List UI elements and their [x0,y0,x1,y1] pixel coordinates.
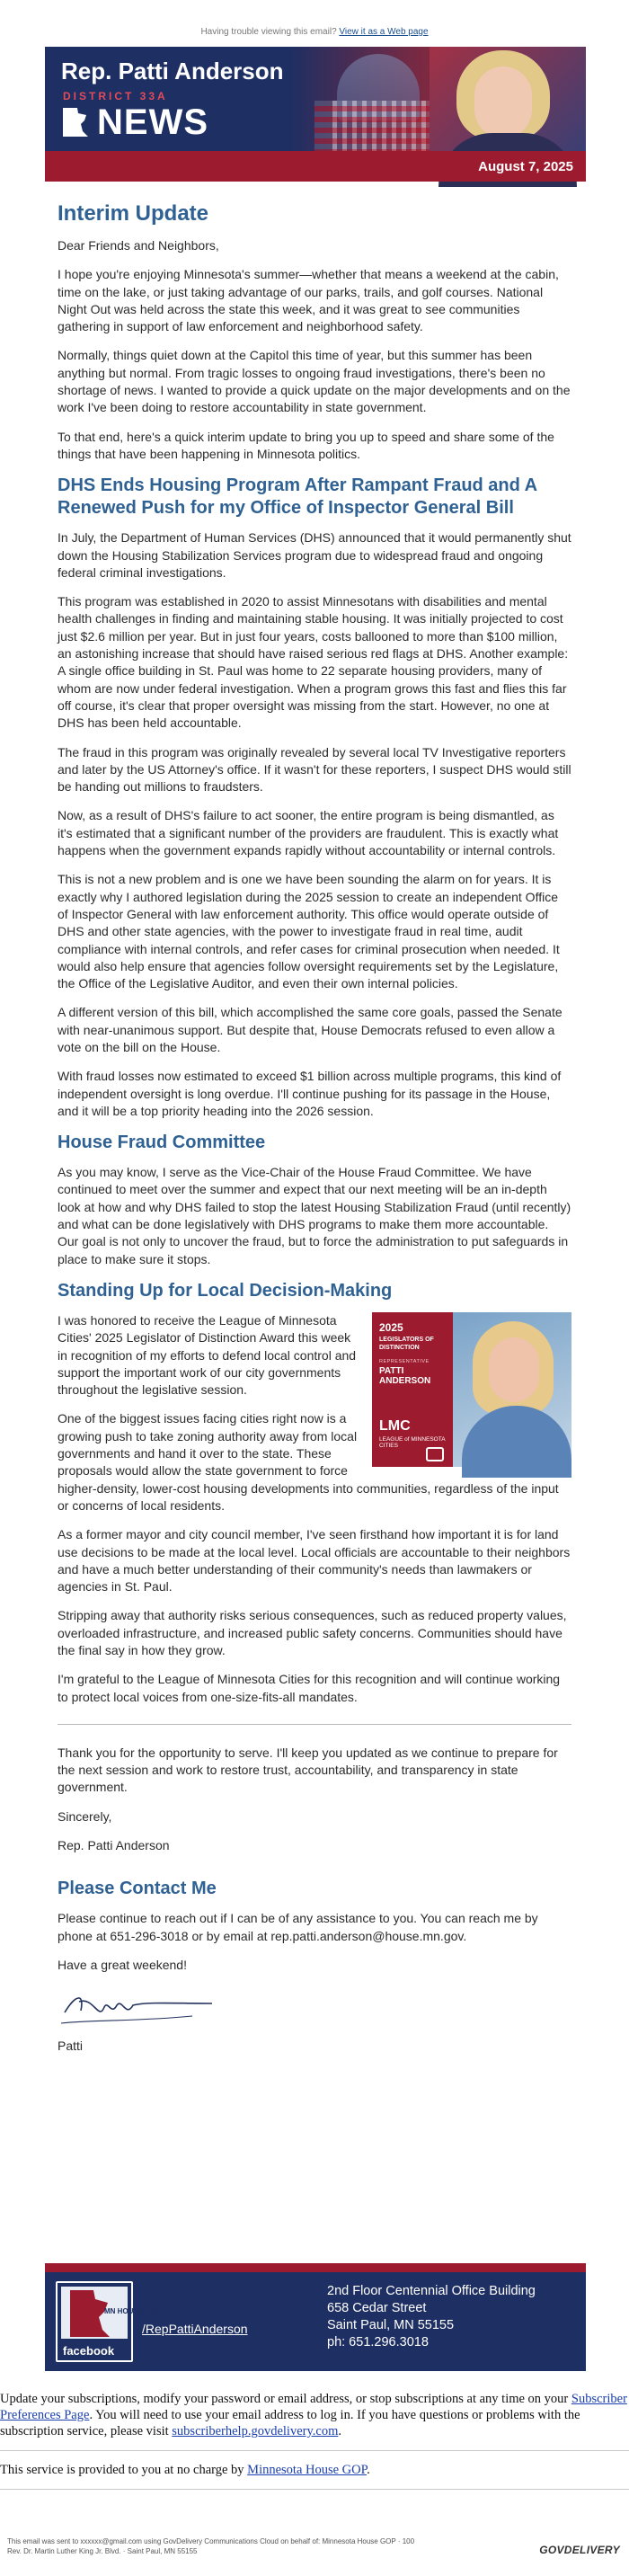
signature-image [58,1985,219,2032]
award-image [372,1312,571,1467]
section-heading-contact: Please Contact Me [58,1879,217,1899]
address-line: 658 Cedar Street [327,2301,427,2315]
legal-footer [7,2536,546,2556]
intro-paragraph: I hope you're enjoying Minnesota's summer—whether that means a weekend at the cabin, time on the lake, or just taking advantage of our parks, trails, and golf courses. National Night Out was held across the state this week, and it was great to see communities gathering in support of law enforcement and neighborhood safety. [58,267,559,334]
service-line [0,2462,629,2478]
logo-mn-house: MN HOUSE GOP [104,2307,162,2315]
email-body [58,201,571,2067]
local-paragraph: Stripping away that authority risks serious consequences, such as reduced property values, overloaded infrastructure, and increased public safety concerns. Communities should have the final say in how they grow. [58,1608,567,1657]
service-text: This service is provided to you at no charge by [0,2463,244,2477]
dhs-paragraph: Now, as a result of DHS's failure to act sooner, the entire program is being dismantled, as it's estimated that a significant number of the providers are fraudulent. This is exactly what happens when the government expands rapidly without accountability or internal controls. [58,808,559,858]
award-rep-label: REPRESENTATIVE [379,1358,430,1364]
subscription-text-b: . You will need to use your email address to log in. If you have questions or problems with the subscription service, please visit [0,2408,580,2438]
govdelivery-logo[interactable]: GOVDELIVERY [539,2544,620,2556]
intro-paragraph: To that end, here's a quick interim update to bring you up to speed and share some of the things that have been happening in Minnesota politics. [58,429,554,461]
page-title: Interim Update [58,201,209,226]
dhs-paragraph: A different version of this bill, which accomplished the same core goals, passed the Senate with near-unanimous support. But despite that, House Democrats refused to even allow a vote on the bill on the House. [58,1005,563,1054]
contact-paragraph: Please continue to reach out if I can be of any assistance to you. You can reach me by phone at 651-296-3018 or by email at rep.patti.anderson@house.mn.gov. [58,1911,538,1943]
banner-news-label: NEWS [97,102,208,142]
weekend-line: Have a great weekend! [58,1957,187,1972]
office-address [327,2283,536,2351]
dhs-paragraph: The fraud in this program was originally revealed by several local TV Investigative reporters and later by the US Attorney's office. If it wasn't for these reporters, I suspect DHS would still be handing out millions to fraudsters. [58,744,571,795]
service-divider [0,2489,629,2490]
subscription-divider [0,2450,629,2451]
greeting: Dear Friends and Neighbors, [58,238,219,253]
facebook-handle-link[interactable]: /RepPattiAnderson [142,2322,248,2336]
banner-rep-name: Rep. Patti Anderson [61,58,284,84]
lmc-mark-icon [426,1447,444,1461]
first-name: Patti [58,2039,84,2054]
intro-paragraph: Normally, things quiet down at the Capitol this time of year, but this summer has been anything but normal. From tragic losses to ongoing fraud investigations, there's been no shortage of news. I wanted to provide a quick update on the major developments and on the work I've been doing to restore accountability in state government. [58,348,571,415]
lmc-full-name: LEAGUE of MINNESOTA CITIES [379,1435,446,1450]
address-line: Saint Paul, MN 55155 [327,2318,455,2332]
dhs-paragraph: In July, the Department of Human Services (DHS) announced that it would permanently shut down the Housing Stabilization Services program due to widespread fraud and ongoing federal criminal investigations. [58,530,571,580]
subscriber-help-link[interactable]: subscriberhelp.govdelivery.com [172,2424,339,2438]
preheader [0,27,629,37]
issue-date: August 7, 2025 [478,159,573,174]
banner-district: DISTRICT 33A [63,90,168,102]
award-year: 2025 [379,1320,403,1334]
section-heading-local: Standing Up for Local Decision-Making [58,1280,393,1301]
address-line: 2nd Floor Centennial Office Building [327,2284,536,2298]
footer [45,2272,586,2371]
footer-accent-bar [45,2263,586,2272]
dhs-paragraph: This program was established in 2020 to assist Minnesotans with disabilities and mental health challenges in finding and maintaining stable housing. It was initially projected to cost just $2.6 million per year. But in just four years, costs ballooned to more than $100 million, an astonishing increase that should have raised serious red flags at DHS. Another example: A single office building in St. Paul was home to 22 separate housing providers, many of whom are now under federal investigation. When a program grows this fast and flies this far off course, it's clear that proper oversight was missing from the start. However, no one at DHS has been held accountable. [58,594,569,731]
date-bar [45,151,586,182]
subscription-text-c: . [338,2424,341,2438]
section-divider [58,1724,571,1725]
newsletter-card [45,47,586,2371]
section-heading-fraud: House Fraud Committee [58,1133,266,1153]
dhs-paragraph: This is not a new problem and is one we have been sounding the alarm on for years. It is exactly why I authored legislation during the 2025 session to create an independent Office of Inspector General with law enforcement authority. This office would operate outside of DHS and other state agencies, with the power to investigate fraud in real time, audit compliance with internal controls, and refer cases for criminal prosecution when needed. It would also help ensure that agencies follow oversight requirements set by the Legislature, the Office of the Legislative Auditor, and even their own internal policies. [58,872,560,991]
award-title: LEGISLATORS OF DISTINCTION [379,1336,434,1351]
signoff-name: Rep. Patti Anderson [58,1838,170,1853]
header-banner [45,47,586,151]
section-heading-dhs: DHS Ends Housing Program After Rampant Fraud and A Renewed Push for my Office of Inspector General Bill [58,475,537,519]
service-end: . [367,2463,370,2477]
closing-paragraph: Thank you for the opportunity to serve. I'll keep you updated as we continue to prepare for the next session and work to restore trust, accountability, and transparency in state government. [58,1745,558,1795]
legal-line: Rev. Dr. Martin Luther King Jr. Blvd. · Saint Paul, MN 55155 [7,2547,198,2555]
phone-line: ph: 651.296.3018 [327,2335,429,2349]
dhs-paragraph: With fraud losses now estimated to exceed $1 billion across multiple programs, this kind of independent oversight is long overdue. I'll continue pushing for its passage in the House, and it will be a top priority heading into the 2026 session. [58,1069,562,1118]
local-paragraph: One of the biggest issues facing cities right now is a growing push to take zoning authority away from local governments and hand it over to the state. These proposals would allow the state government to force higher-density, lower-cost housing developments into communities, regardless of the input or concerns of local residents. [58,1411,559,1513]
fraud-paragraph: As you may know, I serve as the Vice-Chair of the House Fraud Committee. We have continued to meet over the summer and expect that our next meeting will be an in-depth look at how and why DHS failed to stop the latest Housing Stabilization Fraud (until recently) and what can be done legislatively with DHS programs to make them more accountable. Our goal is not only to uncover the fraud, but to force the administration to put safeguards in place to make sure it stops. [58,1165,571,1266]
preheader-text: Having trouble viewing this email? [200,27,337,37]
local-paragraph: As a former mayor and city council member, I've seen firsthand how important it is for land use decisions to be made at the local level. Local officials are accountable to their neighbors and have a much better understanding of their community's needs than lawmakers or agencies in St. Paul. [58,1527,571,1594]
house-gop-link[interactable]: Minnesota House GOP [247,2463,368,2477]
lmc-logo-text: LMC [379,1417,411,1434]
subscription-text [0,2391,629,2439]
facebook-label: facebook [63,2344,115,2358]
header-portrait [430,47,586,151]
subscription-text-a: Update your subscriptions, modify your password or email address, or stop subscriptions at any time on your [0,2392,569,2406]
local-section [58,1312,571,1706]
minnesota-state-icon [61,106,90,138]
local-paragraph: I'm grateful to the League of Minnesota Cities for this recognition and will continue working to protect local voices from one-size-fits-all mandates. [58,1672,561,1704]
subscriber-preferences-link[interactable]: Subscriber Preferences Page [0,2392,627,2422]
legal-line: This email was sent to xxxxxx@gmail.com using GovDelivery Communications Cloud on behalf of: Minnesota House GOP · 100 [7,2537,415,2545]
local-paragraph: I was honored to receive the League of Minnesota Cities' 2025 Legislator of Distinction Award this week in recognition of my efforts to defend local control and support the important work of our city governments throughout the legislative session. [58,1312,357,1398]
subscription-block [0,2391,629,2500]
sincerely: Sincerely, [58,1808,112,1824]
web-view-link[interactable]: View it as a Web page [339,27,429,37]
award-recipient: PATTI ANDERSON [379,1365,431,1386]
